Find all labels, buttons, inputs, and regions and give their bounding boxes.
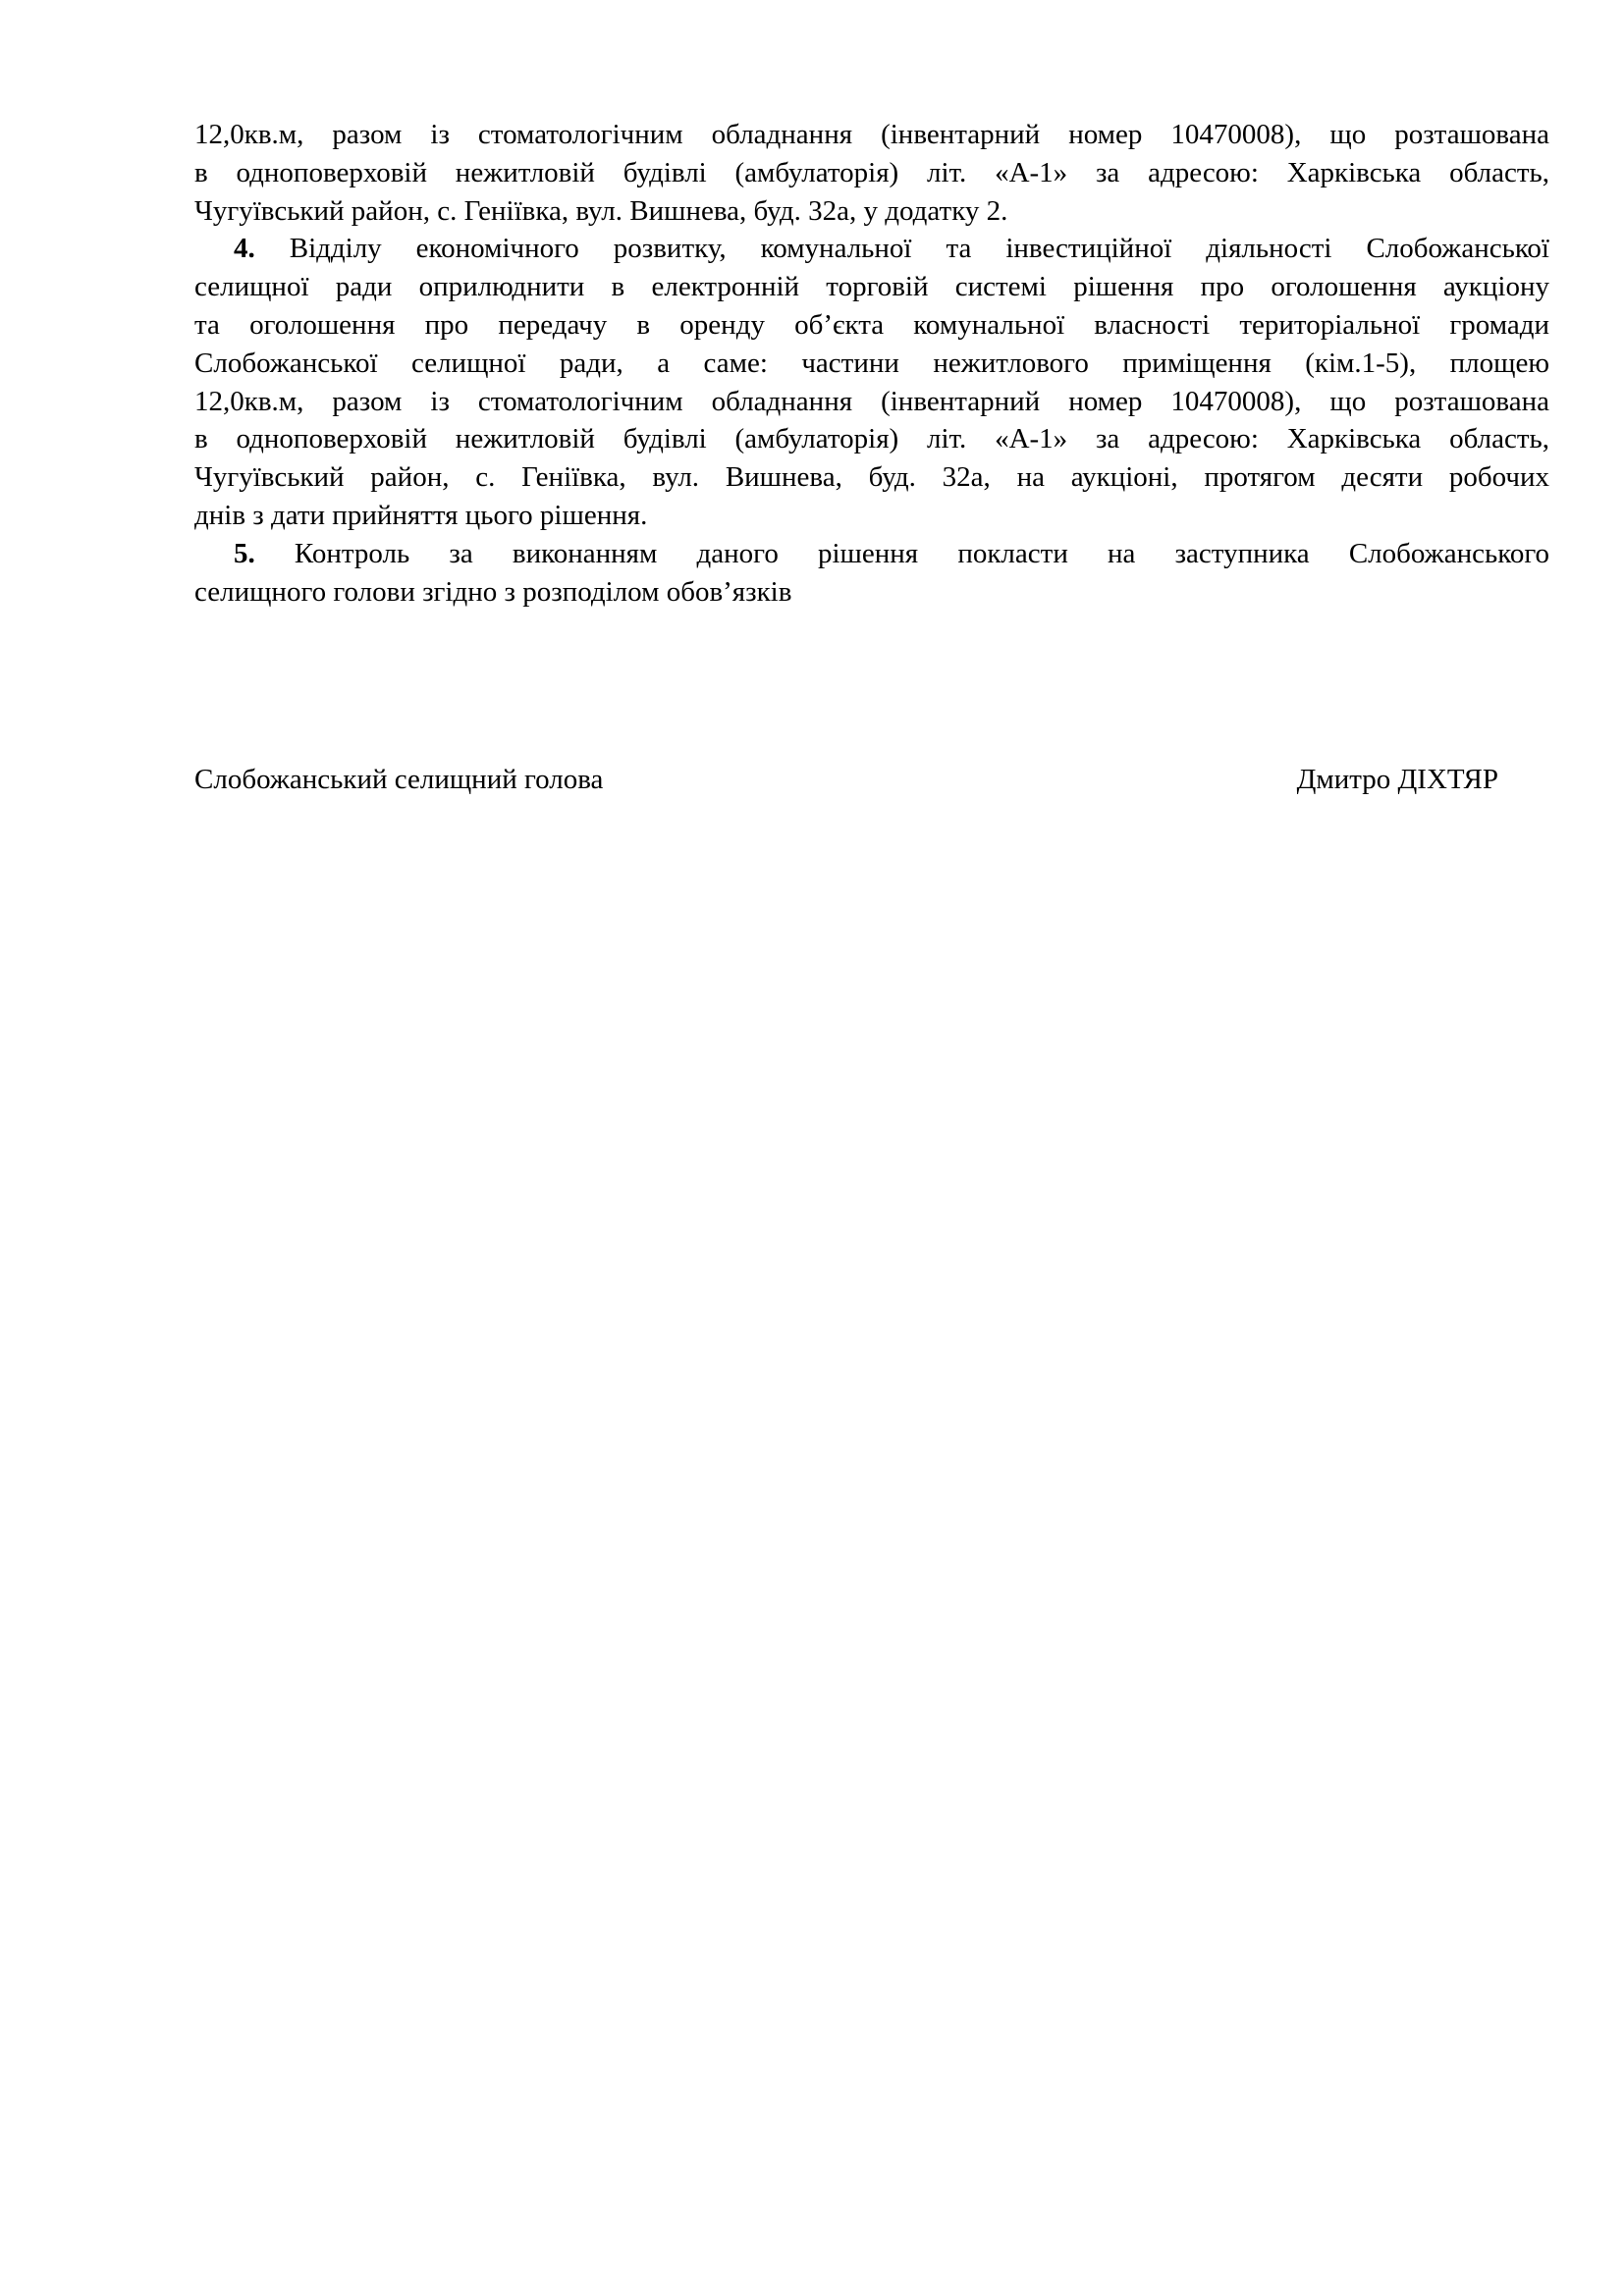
- item-4-paragraph: [194, 230, 1549, 534]
- paragraph-line: Слобожанської селищної ради, а саме: частини нежитлового приміщення (кім.1-5), площею: [194, 347, 1549, 379]
- paragraph-line: селищної ради оприлюднити в електронній торговій системі рішення про оголошення аукціону: [194, 271, 1549, 303]
- paragraph-line: днів з дати прийняття цього рішення.: [194, 499, 648, 531]
- document-body: [194, 116, 1549, 611]
- item-5-first-line: [194, 535, 1549, 573]
- paragraph-line: селищного голови згідно з розподілом обов’язків: [194, 575, 792, 608]
- item-4-first-line: [194, 230, 1549, 268]
- paragraph-line: та оголошення про передачу в оренду об’єкта комунальної власності територіальної громади: [194, 308, 1549, 341]
- item-5-paragraph: [194, 535, 1549, 612]
- paragraph-line: Чугуївський район, с. Геніївка, вул. Вишнева, буд. 32а, у додатку 2.: [194, 194, 1008, 227]
- paragraph-line: Чугуївський район, с. Геніївка, вул. Вишнева, буд. 32а, на аукціоні, протягом десяти робочих: [194, 461, 1549, 494]
- item-5-number: 5.: [234, 537, 255, 569]
- signature-block: [194, 760, 1498, 799]
- item-4-number: 4.: [234, 233, 255, 265]
- signatory-title: Слобожанський селищний голова: [194, 764, 604, 795]
- paragraph-line: в одноповерховій нежитловій будівлі (амбулаторія) літ. «А-1» за адресою: Харківська область,: [194, 156, 1549, 188]
- paragraph-line: в одноповерховій нежитловій будівлі (амбулаторія) літ. «А-1» за адресою: Харківська область,: [194, 423, 1549, 455]
- signatory-name: Дмитро ДІХТЯР: [1296, 764, 1498, 795]
- item-4-first-line-text: Відділу економічного розвитку, комунальної та інвестиційної діяльності Слобожанської: [254, 233, 1549, 265]
- continuation-paragraph: [194, 116, 1549, 230]
- paragraph-line: 12,0кв.м, разом із стоматологічним обладнання (інвентарний номер 10470008), що розташована: [194, 385, 1549, 417]
- paragraph-line: 12,0кв.м, разом із стоматологічним обладнання (інвентарний номер 10470008), що розташована: [194, 119, 1549, 150]
- item-5-first-line-text: Контроль за виконанням даного рішення покласти на заступника Слобожанського: [254, 537, 1549, 569]
